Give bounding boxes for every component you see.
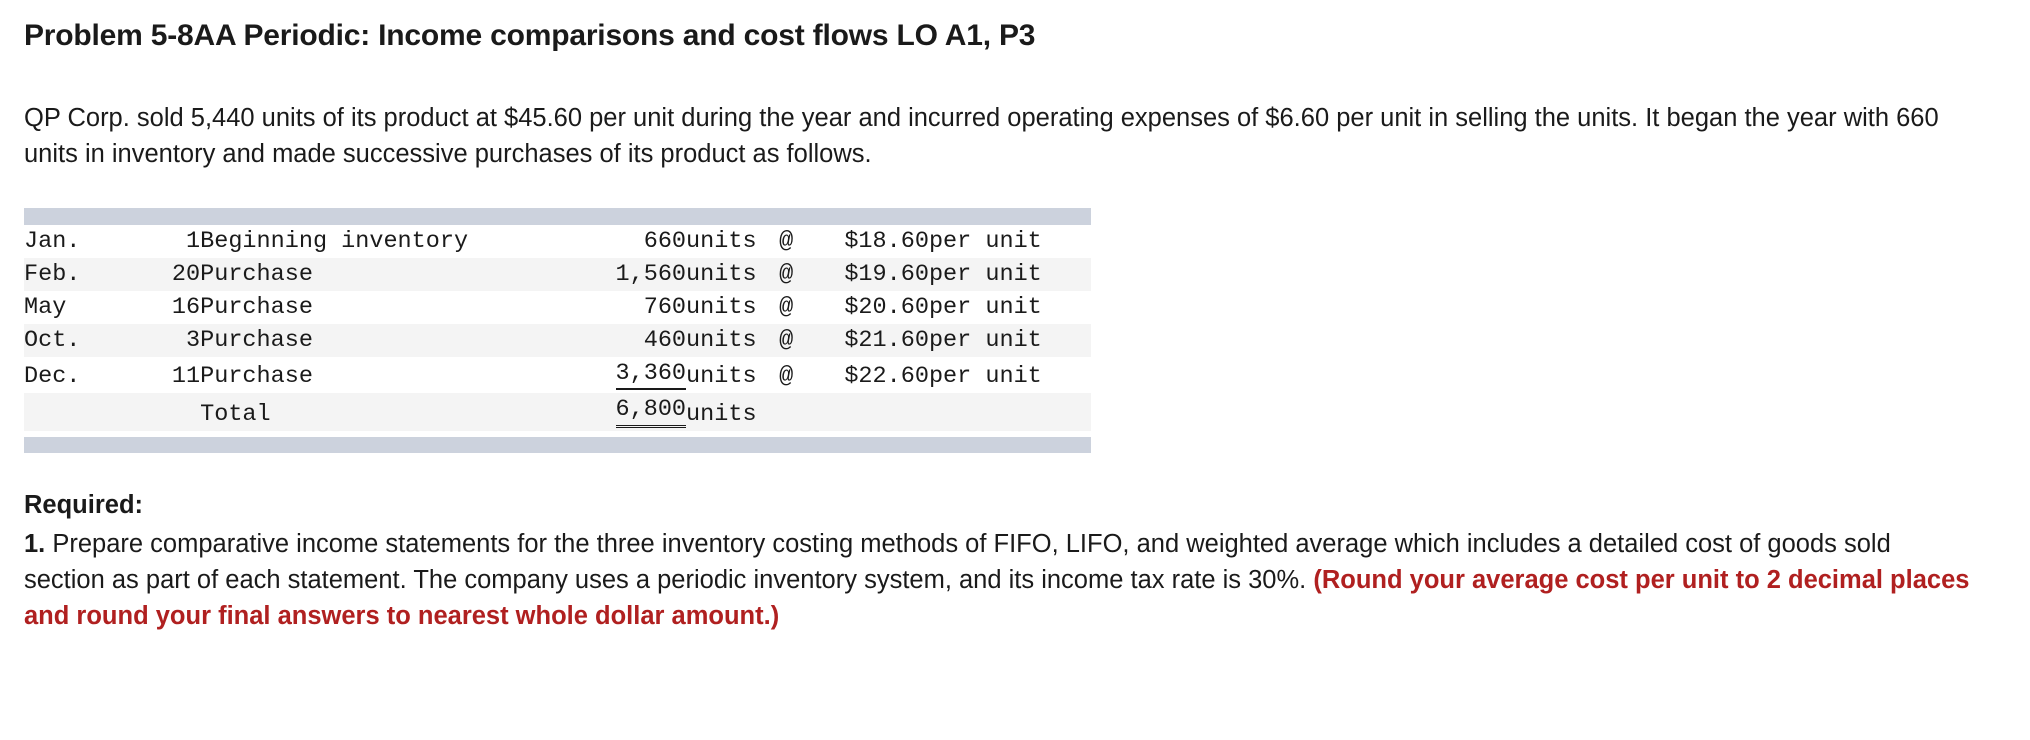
row-units: 460 [643,327,687,355]
required-item-text: Prepare comparative income statements for the three inventory costing methods of FIFO, LIFO, and weighted average which includes a detailed cost of goods sold section as part of each statement. The company uses a periodic inventory system, and its income tax rate is 30%. [24,529,1891,594]
row-per-unit: per unit [928,327,1042,355]
total-units [534,393,686,431]
row-at-symbol: @ [779,261,794,289]
row-day: 11 [171,363,201,391]
row-price: $19.60 [844,261,929,289]
row-description: Purchase [200,363,313,391]
total-spacer-5 [929,393,1091,431]
table-row [24,225,1091,258]
table-total-row [24,393,1091,431]
row-day: 1 [186,228,201,256]
table-row [24,291,1091,324]
row-price: $18.60 [844,228,929,256]
page-title: Problem 5-8AA Periodic: Income comparisons and cost flows LO A1, P3 [24,19,1036,52]
row-units-word: units [686,261,757,289]
row-month: Jan. [24,228,81,256]
row-day: 3 [186,327,201,355]
table-row [24,324,1091,357]
total-label: Total [200,401,271,429]
required-section [24,487,1974,634]
total-spacer-2 [145,393,200,431]
table-top-band [24,208,1091,225]
row-per-unit: per unit [928,294,1042,322]
row-month: Dec. [24,363,81,391]
table-row [24,357,1091,393]
row-units-value: 3,360 [616,360,687,390]
total-spacer [24,393,145,431]
row-units-word: units [686,327,757,355]
row-price: $21.60 [844,327,929,355]
total-spacer-4 [818,393,929,431]
row-units [534,357,686,393]
table-bottom-band [24,437,1091,453]
row-per-unit: per unit [928,363,1042,391]
total-spacer-3 [779,393,817,431]
total-units-value: 6,800 [616,396,687,428]
problem-intro-text: QP Corp. sold 5,440 units of its product at $45.60 per unit during the year and incurred operating expenses of $6.60 per unit in selling the units. It began the year with 660 units in inventory and made successive purchases of its product as follows. [24,104,1939,169]
row-month: Oct. [24,327,81,355]
total-units-word: units [686,401,757,429]
purchases-table [24,208,1091,453]
row-price: $22.60 [844,363,929,391]
row-per-unit: per unit [928,228,1042,256]
row-units-word: units [686,363,757,391]
row-units: 660 [643,228,687,256]
row-units: 1,560 [615,261,687,289]
row-price: $20.60 [844,294,929,322]
row-per-unit: per unit [928,261,1042,289]
table-row [24,258,1091,291]
row-at-symbol: @ [779,327,794,355]
required-label: Required: [24,491,144,520]
row-description: Purchase [200,294,313,322]
row-day: 20 [171,261,201,289]
row-units-word: units [686,294,757,322]
row-description: Purchase [200,261,313,289]
row-at-symbol: @ [779,294,794,322]
row-at-symbol: @ [779,363,794,391]
row-description: Beginning inventory [200,228,469,256]
row-units: 760 [643,294,687,322]
row-day: 16 [171,294,201,322]
row-month: May [24,294,67,322]
row-units-word: units [686,228,757,256]
row-month: Feb. [24,261,81,289]
row-at-symbol: @ [779,228,794,256]
rounding-note: (Round your average cost per unit to 2 decimal places and round your final answers to nearest whole dollar amount.) [24,565,1970,631]
required-item-number: 1. [24,529,46,558]
purchases-table-body [24,225,1091,431]
row-description: Purchase [200,327,313,355]
